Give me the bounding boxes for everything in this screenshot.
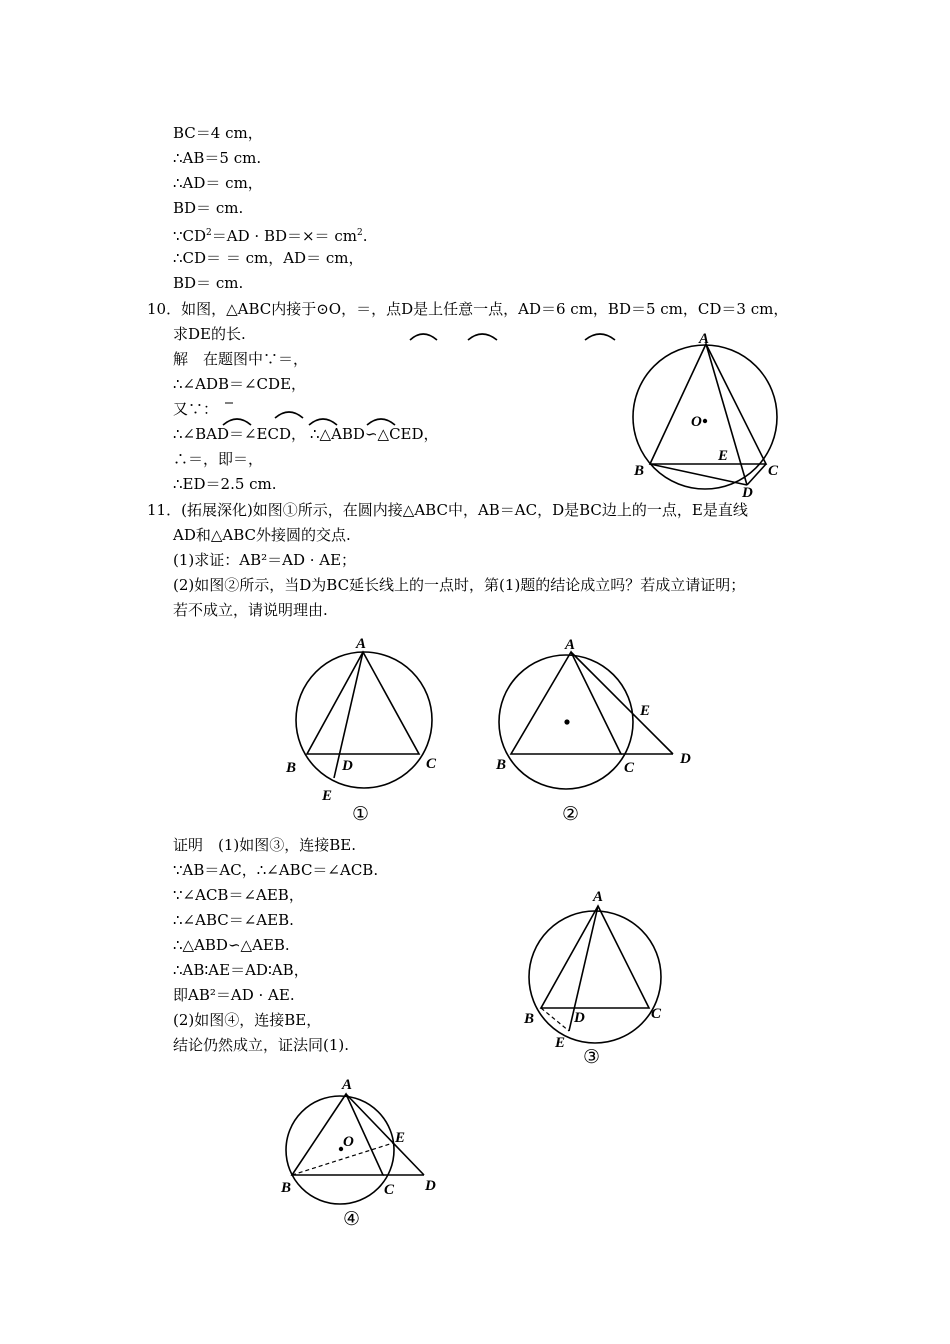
q11-proof-line7: 即AB²＝AD · AE.	[173, 986, 295, 1004]
sol9-line5-sup2: 2	[356, 228, 363, 238]
q11-statement-line1: 11．(拓展深化)如图①所示，在圆内接△ABC中，AB＝AC，D是BC边上的一点，E是直线	[147, 501, 748, 519]
q11-proof-line4: ∴∠ABC＝∠AEB.	[173, 911, 294, 929]
q10-figure	[620, 330, 800, 500]
q10-statement-line2: 求DE的长.	[173, 325, 246, 343]
q10-solution-line1: 解 在题图中∵＝，	[173, 350, 309, 368]
q10-line-bd	[650, 464, 747, 485]
q11-proof-line9: 结论仍然成立，证法同(1).	[173, 1036, 350, 1054]
q10-label-b: B	[634, 463, 645, 479]
fig2-label-b: B	[496, 757, 507, 773]
fig2-label-a: A	[565, 637, 576, 653]
q11-proof-line3: ∵∠ACB＝∠AEB，	[173, 886, 304, 904]
q11-figure-3	[515, 885, 685, 1070]
q11-figure-1	[280, 630, 450, 830]
q10-arc-marks	[405, 328, 625, 342]
q11-proof-line5: ∴△ABD∽△AEB.	[173, 936, 290, 954]
fig4-label-b: B	[281, 1180, 292, 1196]
fig3-label-b: B	[524, 1011, 535, 1027]
q10-triangle-abc	[650, 344, 766, 464]
q10-solution-line6: ∴ED＝2.5 cm.	[173, 475, 277, 493]
q10-solution-line4a: ∴∠BAD＝∠ECD，	[173, 425, 307, 443]
fig1-label-b: B	[286, 760, 297, 776]
fig1-label-c: C	[426, 756, 437, 772]
fig2-label-d: D	[680, 751, 691, 767]
q11-statement-line5: 若不成立，请说明理由.	[173, 601, 328, 619]
sol9-line7: BD＝ cm.	[173, 274, 244, 292]
fig3-label-a: A	[593, 889, 604, 905]
q10-statement-line1: 10．如图，△ABC内接于⊙O，＝，点D是上任意一点，AD＝6 cm，BD＝5 cm，CD＝3 cm，	[147, 300, 789, 318]
fig1-number: ①	[352, 804, 370, 825]
sol9-line3: ∴AD＝ cm，	[173, 174, 263, 192]
sol9-line2: ∴AB＝5 cm.	[173, 149, 262, 167]
q10-label-e: E	[718, 448, 729, 464]
q10-solution-line4b: ∴△ABD∽△CED，	[310, 425, 439, 443]
q11-proof-line6: ∴AB∶AE＝AD∶AB，	[173, 961, 309, 979]
sol9-line5	[173, 223, 367, 246]
q11-proof-line2: ∵AB＝AC，∴∠ABC＝∠ACB.	[173, 861, 379, 879]
fig1-label-d: D	[342, 758, 353, 774]
sol9-line5-c: .	[362, 227, 368, 245]
sol9-line4: BD＝ cm.	[173, 199, 244, 217]
q10-solution-arc-marks	[205, 398, 405, 428]
q10-label-d: D	[742, 485, 753, 501]
fig4-label-e: E	[395, 1130, 406, 1146]
q10-solution-line5: ∴＝，即＝，	[173, 450, 264, 468]
q10-label-o: O	[691, 414, 702, 430]
fig4-label-c: C	[384, 1182, 395, 1198]
sol9-line5-a: ∵CD	[173, 227, 207, 245]
fig3-label-c: C	[651, 1006, 662, 1022]
fig2-label-e: E	[640, 703, 651, 719]
sol9-line5-sup: 2	[206, 228, 212, 238]
sol9-line6: ∴CD＝ ＝ cm，AD＝ cm，	[173, 249, 364, 267]
q11-figure-4	[275, 1070, 455, 1230]
fig3-number: ③	[583, 1047, 601, 1068]
fig4-label-d: D	[425, 1178, 436, 1194]
sol9-line1: BC＝4 cm，	[173, 124, 263, 142]
fig4-label-o: O	[343, 1134, 354, 1150]
q11-statement-line3: (1)求证：AB²＝AD · AE；	[173, 551, 357, 569]
q11-figure-2	[490, 630, 710, 830]
fig3-label-e: E	[555, 1035, 566, 1051]
fig4-label-a: A	[342, 1077, 353, 1093]
fig1-label-e: E	[322, 788, 333, 804]
q10-solution-line2: ∴∠ADB＝∠CDE，	[173, 375, 307, 393]
q10-circle	[633, 345, 777, 489]
q11-proof-line1: 证明 (1)如图③，连接BE.	[173, 836, 356, 854]
fig4-number: ④	[343, 1209, 361, 1230]
q11-proof-line8: (2)如图④，连接BE，	[173, 1011, 322, 1029]
fig1-label-a: A	[356, 636, 367, 652]
q10-solution-line3: 又∵：	[173, 400, 219, 418]
q10-label-c: C	[768, 463, 779, 479]
q10-center-dot	[703, 419, 707, 423]
q10-label-a: A	[699, 331, 710, 347]
q11-statement-line4: (2)如图②所示，当D为BC延长线上的一点时，第(1)题的结论成立吗？若成立请证明；	[173, 576, 746, 594]
fig2-number: ②	[562, 804, 580, 825]
fig3-label-d: D	[574, 1010, 585, 1026]
sol9-line5-b: ＝AD · BD＝×＝ cm	[211, 227, 357, 245]
fig2-label-c: C	[624, 760, 635, 776]
q11-statement-line2: AD和△ABC外接圆的交点.	[173, 526, 351, 544]
